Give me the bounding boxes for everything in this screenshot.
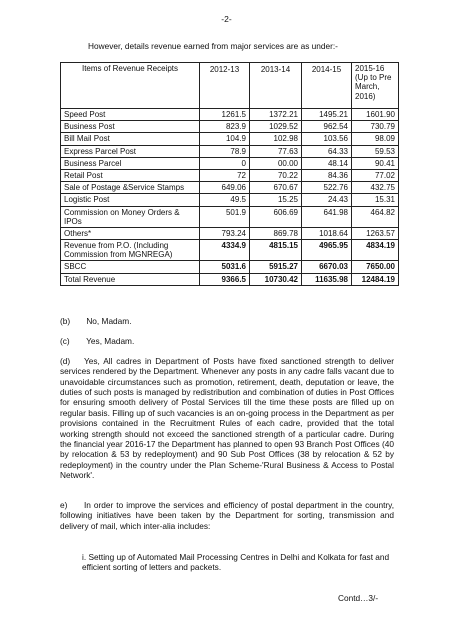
row-value: 11635.98 bbox=[302, 273, 352, 285]
row-value: 64.33 bbox=[302, 145, 352, 157]
table-row bbox=[61, 169, 399, 181]
row-value: 5915.27 bbox=[250, 261, 302, 273]
row-value: 104.9 bbox=[200, 133, 250, 145]
row-item-label: Others* bbox=[61, 227, 200, 239]
para-d-text: Yes, All cadres in Department of Posts have fixed sanctioned strength to deliver services rendered by the Department. Whenever any posts in any cadre falls vacant due to unavoidable circumstances such as promotion, retirement, death, deputation or leave, the duties of such posts is managed by redistribution and combination of duties in Post Offices for ensuring smooth delivery of Postal Services till the time these posts are filled up on regular basis. Filling up of such vacancies is an on-going process in the Department as per provisions contained in the Recruitment Rules of each cadre, provided that the total working strength should not exceed the sanctioned strength of a particular cadre. During the financial year 2016-17 the Department has planned to open 93 Branch Post Offices (40 by relocation & 53 by redeployment) and 90 Sub Post Offices (38 by relocation & 52 by redeployment) in the country under the Plan Scheme-'Rural Business & Access to Postal Network'. bbox=[60, 356, 394, 480]
table-row bbox=[61, 157, 399, 169]
table-row bbox=[61, 133, 399, 145]
para-e-label: e) bbox=[60, 500, 68, 510]
row-value: 823.9 bbox=[200, 121, 250, 133]
row-value: 90.41 bbox=[352, 157, 399, 169]
row-value: 464.82 bbox=[352, 206, 399, 227]
para-c-label: (c) bbox=[60, 336, 70, 346]
row-value: 48.14 bbox=[302, 157, 352, 169]
table-row bbox=[61, 227, 399, 239]
table-row bbox=[61, 273, 399, 285]
row-value: 78.9 bbox=[200, 145, 250, 157]
header-2014-15: 2014-15 bbox=[302, 63, 352, 109]
row-value: 649.06 bbox=[200, 182, 250, 194]
row-value: 670.67 bbox=[250, 182, 302, 194]
header-2015-16: 2015-16 (Up to Pre March, 2016) bbox=[352, 63, 399, 109]
para-b-text: No, Madam. bbox=[86, 316, 132, 326]
row-item-label: Commission on Money Orders & IPOs bbox=[61, 206, 200, 227]
row-value: 606.69 bbox=[250, 206, 302, 227]
row-value: 77.63 bbox=[250, 145, 302, 157]
table-row bbox=[61, 182, 399, 194]
table-row bbox=[61, 194, 399, 206]
row-value: 501.9 bbox=[200, 206, 250, 227]
contd-text: Contd…3/- bbox=[338, 593, 379, 603]
row-value: 103.56 bbox=[302, 133, 352, 145]
row-item-label: Revenue from P.O. (Including Commission from MGNREGA) bbox=[61, 240, 200, 261]
row-value: 1372.21 bbox=[250, 109, 302, 121]
row-value: 869.78 bbox=[250, 227, 302, 239]
row-value: 12484.19 bbox=[352, 273, 399, 285]
row-value: 1263.57 bbox=[352, 227, 399, 239]
table-body bbox=[61, 109, 399, 286]
table-row bbox=[61, 121, 399, 133]
row-value: 4834.19 bbox=[352, 240, 399, 261]
row-value: 59.53 bbox=[352, 145, 399, 157]
row-value: 00.00 bbox=[250, 157, 302, 169]
row-item-label: Logistic Post bbox=[61, 194, 200, 206]
row-item-label: Retail Post bbox=[61, 169, 200, 181]
row-value: 15.31 bbox=[352, 194, 399, 206]
table-row bbox=[61, 145, 399, 157]
table-row bbox=[61, 109, 399, 121]
row-value: 1261.5 bbox=[200, 109, 250, 121]
row-item-label: Express Parcel Post bbox=[61, 145, 200, 157]
row-value: 5031.6 bbox=[200, 261, 250, 273]
table-header-row bbox=[61, 63, 399, 109]
row-value: 70.22 bbox=[250, 169, 302, 181]
row-value: 0 bbox=[200, 157, 250, 169]
para-e-text: In order to improve the services and efficiency of postal department in the country, following initiatives have been taken by the Department for sorting, transmission and delivery of mail, which inter-alia includes: bbox=[60, 500, 394, 531]
row-value: 72 bbox=[200, 169, 250, 181]
row-value: 522.76 bbox=[302, 182, 352, 194]
row-value: 7650.00 bbox=[352, 261, 399, 273]
row-value: 10730.42 bbox=[250, 273, 302, 285]
item-i: i. Setting up of Automated Mail Processing Centres in Delhi and Kolkata for fast and efficient sorting of letters and packets. bbox=[82, 552, 390, 573]
row-item-label: Total Revenue bbox=[61, 273, 200, 285]
header-items: Items of Revenue Receipts bbox=[61, 63, 200, 109]
row-value: 432.75 bbox=[352, 182, 399, 194]
row-value: 4334.9 bbox=[200, 240, 250, 261]
para-c-text: Yes, Madam. bbox=[86, 336, 135, 346]
row-item-label: Bill Mail Post bbox=[61, 133, 200, 145]
para-d bbox=[60, 356, 394, 480]
row-value: 641.98 bbox=[302, 206, 352, 227]
row-value: 49.5 bbox=[200, 194, 250, 206]
row-value: 4965.95 bbox=[302, 240, 352, 261]
row-value: 4815.15 bbox=[250, 240, 302, 261]
para-b bbox=[60, 316, 394, 326]
row-value: 730.79 bbox=[352, 121, 399, 133]
intro-text: However, details revenue earned from major services are as under:- bbox=[88, 41, 338, 51]
row-item-label: Speed Post bbox=[61, 109, 200, 121]
row-value: 1029.52 bbox=[250, 121, 302, 133]
row-value: 1601.90 bbox=[352, 109, 399, 121]
para-d-label: (d) bbox=[60, 356, 71, 366]
page-number: -2- bbox=[221, 14, 232, 24]
table-row bbox=[61, 240, 399, 261]
row-item-label: Business Parcel bbox=[61, 157, 200, 169]
row-item-label: SBCC bbox=[61, 261, 200, 273]
table-row bbox=[61, 261, 399, 273]
para-b-label: (b) bbox=[60, 316, 71, 326]
header-2013-14: 2013-14 bbox=[250, 63, 302, 109]
revenue-table bbox=[60, 62, 399, 286]
row-value: 793.24 bbox=[200, 227, 250, 239]
row-value: 6670.03 bbox=[302, 261, 352, 273]
row-value: 24.43 bbox=[302, 194, 352, 206]
row-value: 962.54 bbox=[302, 121, 352, 133]
table-row bbox=[61, 206, 399, 227]
row-item-label: Business Post bbox=[61, 121, 200, 133]
para-c bbox=[60, 336, 394, 346]
row-value: 9366.5 bbox=[200, 273, 250, 285]
row-item-label: Sale of Postage &Service Stamps bbox=[61, 182, 200, 194]
row-value: 84.36 bbox=[302, 169, 352, 181]
row-value: 15.25 bbox=[250, 194, 302, 206]
header-2012-13: 2012-13 bbox=[200, 63, 250, 109]
row-value: 1018.64 bbox=[302, 227, 352, 239]
row-value: 98.09 bbox=[352, 133, 399, 145]
row-value: 102.98 bbox=[250, 133, 302, 145]
row-value: 1495.21 bbox=[302, 109, 352, 121]
para-e bbox=[60, 500, 394, 531]
row-value: 77.02 bbox=[352, 169, 399, 181]
